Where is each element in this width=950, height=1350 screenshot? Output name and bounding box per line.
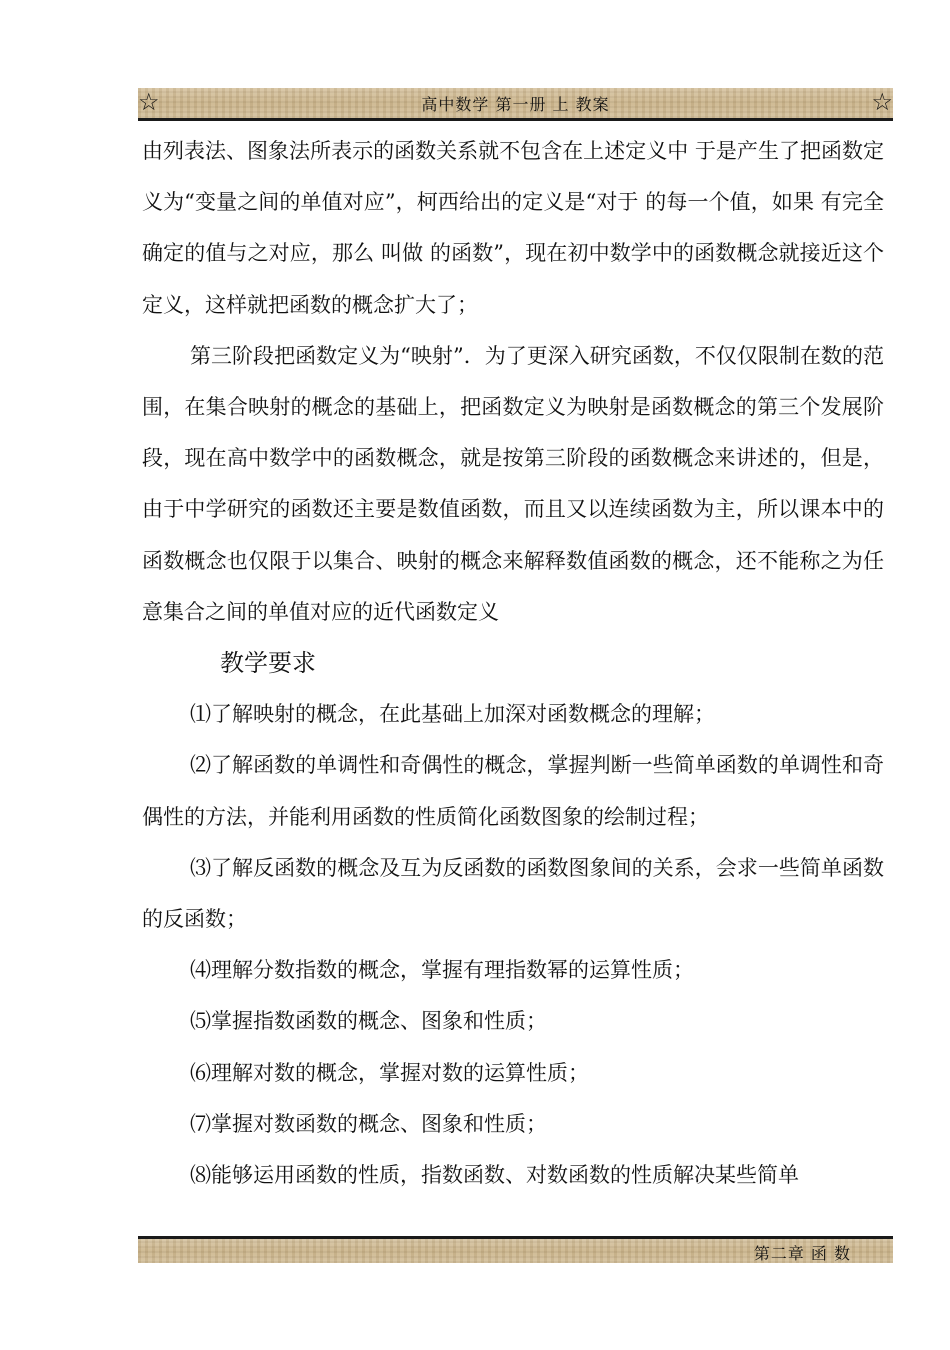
- star-icon: ☆: [871, 88, 893, 116]
- requirement-item: ⑷理解分数指数的概念，掌握有理指数幂的运算性质；: [190, 958, 694, 983]
- requirement-item: ⑹理解对数的概念，掌握对数的运算性质；: [190, 1060, 589, 1085]
- requirement-item: ⑵了解函数的单调性和奇偶性的概念，掌握判断一些简单函数的单调性和奇偶性的方法，并能利用函数的性质简化函数图象的绘制过程；: [142, 753, 884, 829]
- requirement-item: ⑻能够运用函数的性质，指数函数、对数函数的性质解决某些简单: [190, 1163, 799, 1188]
- requirement-item: ⑶了解反函数的概念及互为反函数的函数图象间的关系，会求一些简单函数的反函数；: [142, 855, 884, 932]
- section-heading: 教学要求: [220, 649, 316, 678]
- requirement-item: ⑸掌握指数函数的概念、图象和性质；: [190, 1009, 547, 1034]
- paragraph: 第三阶段把函数定义为“映射”．为了更深入研究函数，不仅仅限制在数的范围，在集合映射的概念的基础上，把函数定义为映射是函数概念的第三个发展阶段，现在高中数学中的函数概念，就是按第三阶段的函数概念来讲述的，但是，由于中学研究的函数还主要是数值函数，而且又以连续函数为主，所以课本中的函数概念也仅限于以集合、映射的概念来解释数值函数的概念，还不能称之为任意集合之间的单值对应的近代函数定义: [142, 343, 884, 624]
- requirement-item: ⑺掌握对数函数的概念、图象和性质；: [190, 1111, 547, 1136]
- requirement-item: ⑴了解映射的概念，在此基础上加深对函数概念的理解；: [190, 702, 715, 727]
- footer-title: 第二章 函 数: [753, 1244, 851, 1263]
- page-header: [138, 88, 893, 121]
- paragraph: 由列表法、图象法所表示的函数关系就不包含在上述定义中 于是产生了把函数定义为“变量之间的单值对应”，柯西给出的定义是“对于 的每一个值，如果 有完全确定的值与之对应，那么 叫做 的函数”，现在初中数学中的函数概念就接近这个定义，这样就把函数的概念扩大了；: [142, 139, 884, 317]
- star-icon: ☆: [138, 88, 160, 116]
- page-footer: [138, 1236, 893, 1263]
- page-body: [142, 126, 884, 1201]
- header-title: 高中数学 第一册 上 教案: [421, 95, 610, 114]
